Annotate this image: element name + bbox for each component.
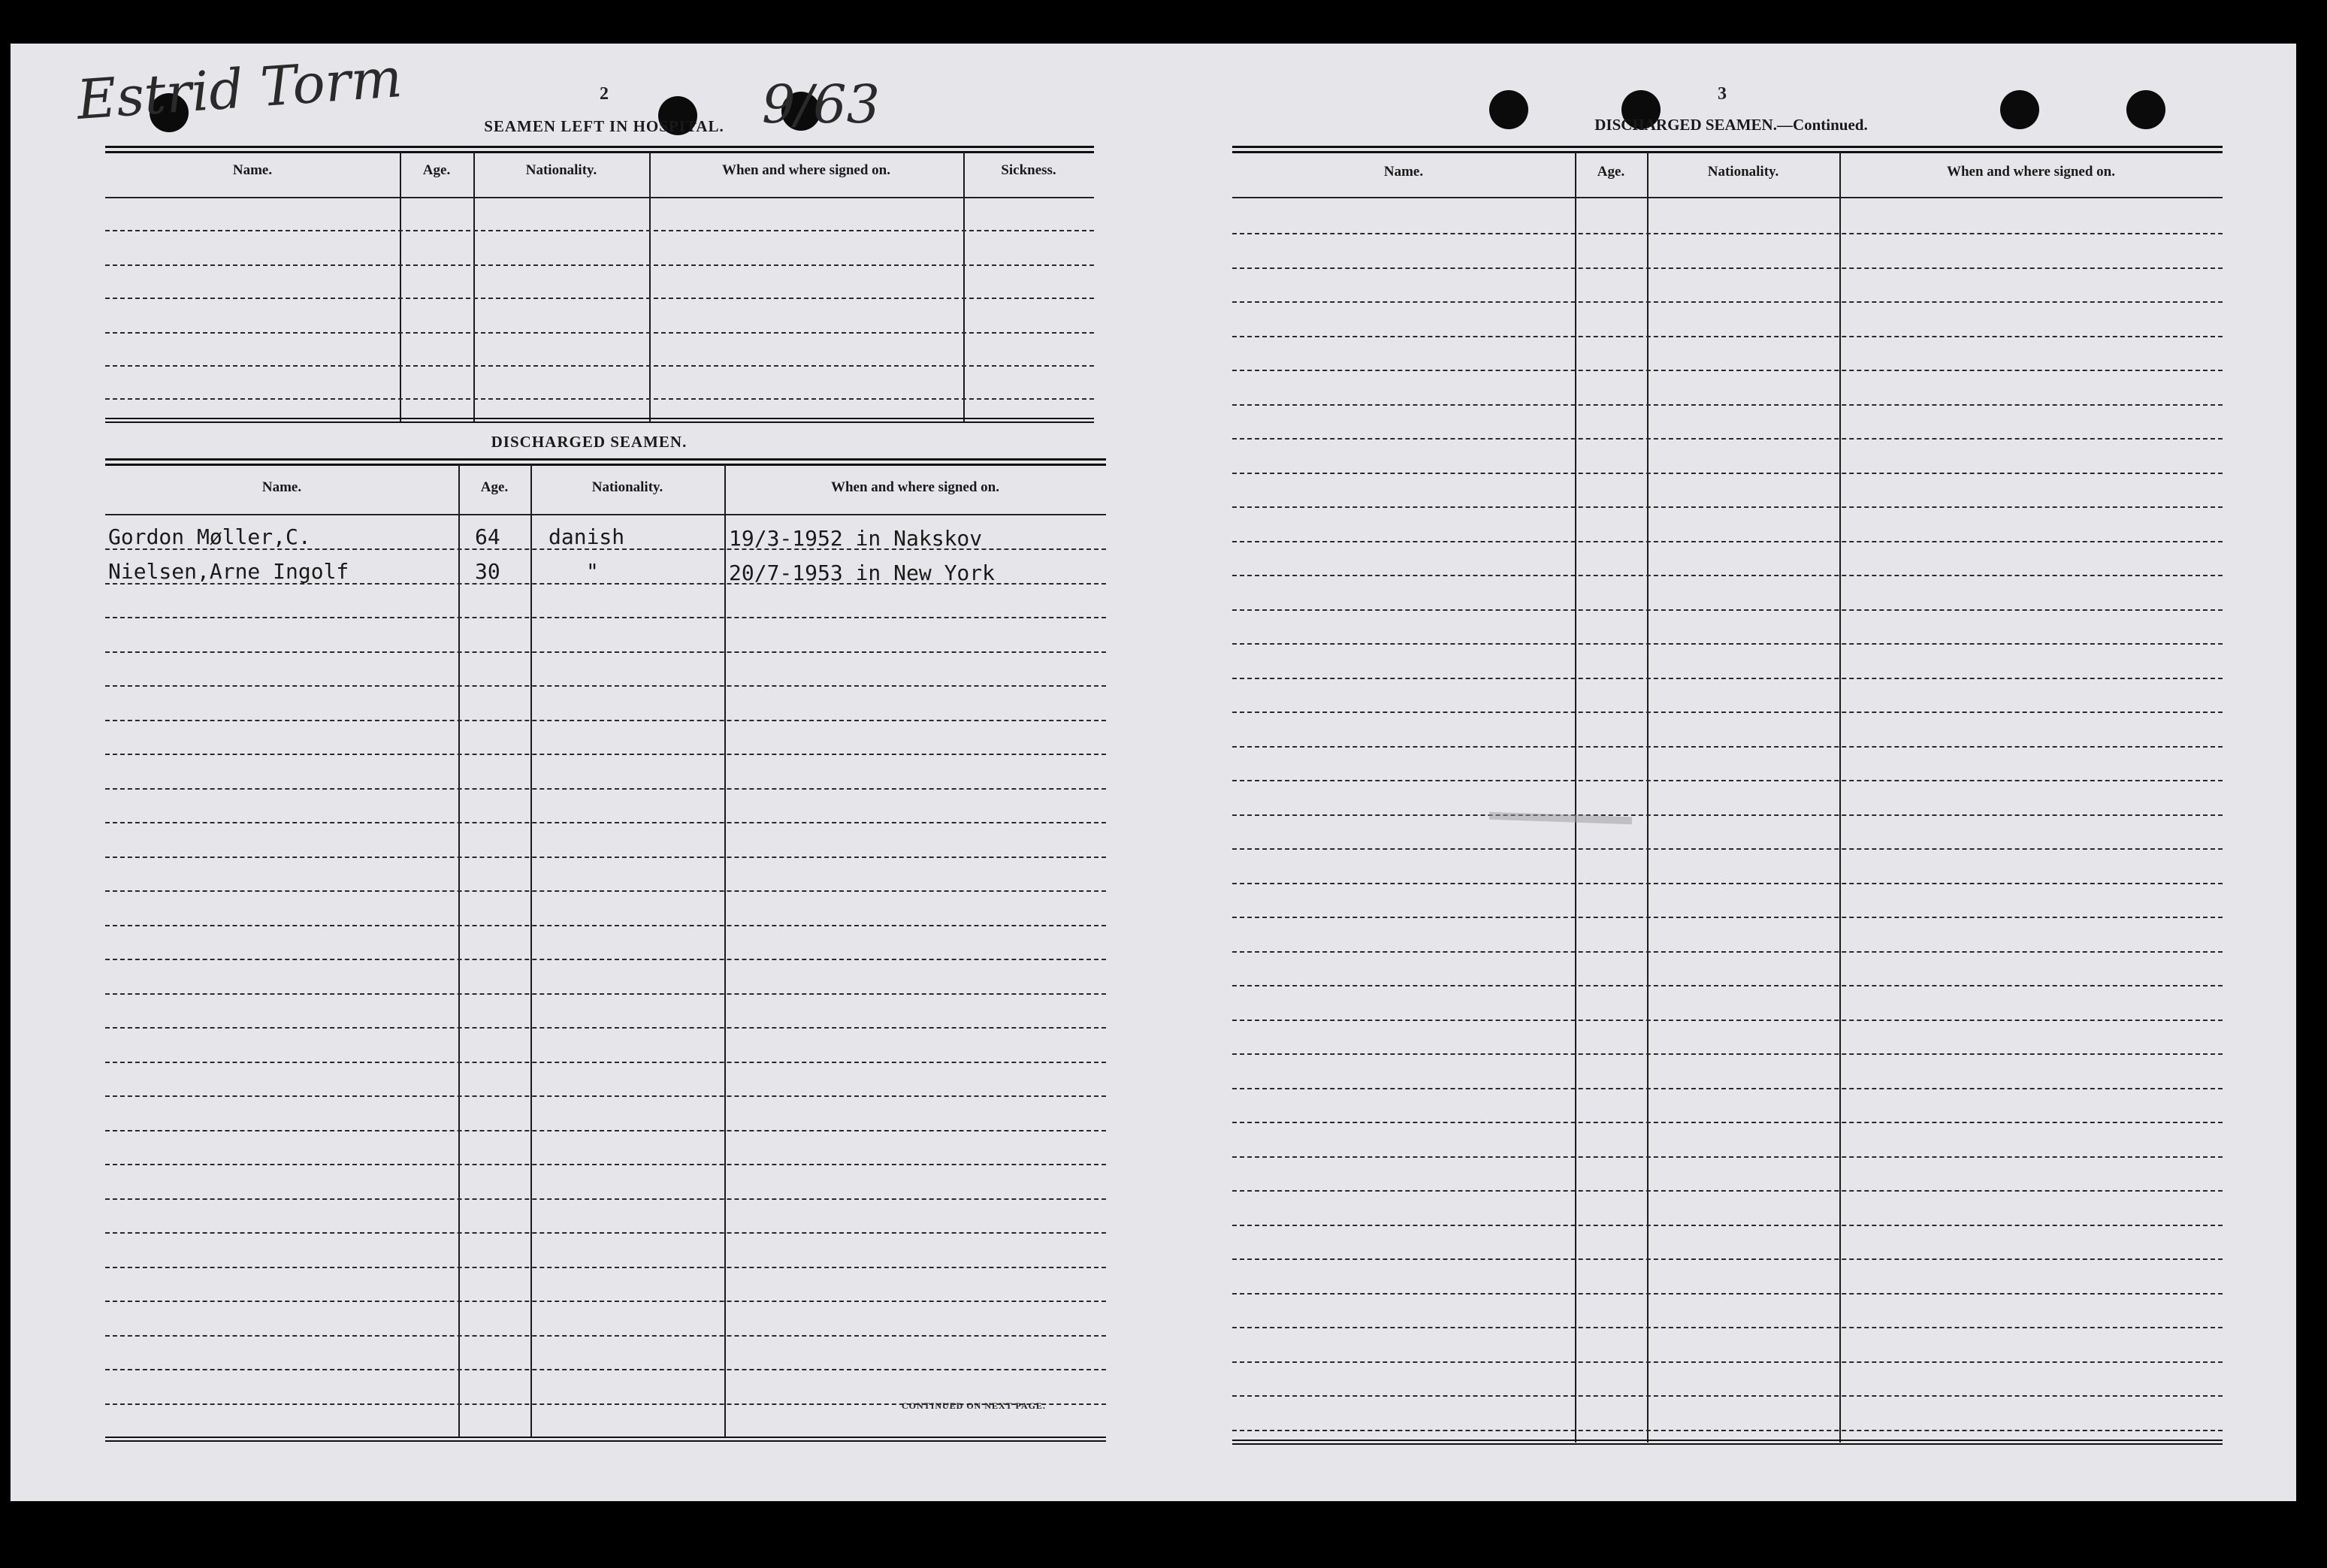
- ruled-line: [105, 685, 1106, 687]
- discharged-table-left: [105, 458, 1106, 1443]
- ruled-line: [105, 822, 1106, 823]
- ruled-line: [1232, 404, 2223, 406]
- handwritten-date-note: 9/63: [762, 74, 881, 135]
- ruled-line: [105, 1130, 1106, 1131]
- ruled-line: [1232, 848, 2223, 850]
- ruled-line: [105, 1369, 1106, 1370]
- column-header-name: Name.: [261, 479, 302, 495]
- ruled-line: [1232, 1327, 2223, 1328]
- ruled-line: [1232, 814, 2223, 816]
- column-header-nationality: Nationality.: [591, 479, 663, 495]
- punch-hole: [2126, 90, 2165, 129]
- ruled-line: [1232, 438, 2223, 440]
- ruled-line: [105, 1335, 1106, 1337]
- ruled-line: [1232, 1088, 2223, 1089]
- hospital-section-title: SEAMEN LEFT IN HOSPITAL.: [484, 117, 724, 135]
- ruled-line: [1232, 883, 2223, 884]
- ruled-line: [1232, 473, 2223, 474]
- continued-note: CONTINUED ON NEXT PAGE.: [902, 1400, 1046, 1411]
- seaman-nationality: danish: [549, 524, 625, 549]
- ruled-line: [1232, 951, 2223, 953]
- discharged-continued-title: DISCHARGED SEAMEN.—Continued.: [1594, 116, 1868, 134]
- ruled-line: [1232, 746, 2223, 748]
- ruled-line: [105, 788, 1106, 790]
- ruled-line: [1232, 711, 2223, 713]
- ruled-line: [1232, 985, 2223, 986]
- ruled-line: [1232, 1258, 2223, 1260]
- seaman-age: 64: [475, 524, 500, 549]
- ruled-line: [1232, 1020, 2223, 1021]
- ruled-line: [1232, 575, 2223, 576]
- ruled-line: [1232, 780, 2223, 781]
- ruled-line: [105, 651, 1106, 653]
- ruled-line: [105, 1232, 1106, 1234]
- column-header-sickness: Sickness.: [1001, 162, 1056, 178]
- ruled-line: [105, 959, 1106, 960]
- ruled-line: [1232, 1430, 2223, 1431]
- ruled-line: [1232, 301, 2223, 303]
- ruled-line: [1232, 541, 2223, 542]
- ruled-line: [105, 1164, 1106, 1165]
- ruled-line: [1232, 1293, 2223, 1295]
- punch-hole: [2000, 90, 2039, 129]
- discharged-table-right: [1232, 146, 2223, 1446]
- column-header-age: Age.: [422, 162, 451, 178]
- ruled-line: [105, 1027, 1106, 1029]
- ruled-line: [1232, 233, 2223, 234]
- ruled-line: [105, 890, 1106, 892]
- ruled-line: [105, 720, 1106, 721]
- seaman-signed-on: 20/7-1953 in New York: [729, 560, 996, 585]
- ruled-line: [105, 925, 1106, 926]
- seaman-name: Nielsen,Arne Ingolf: [108, 559, 349, 584]
- ruled-line: [1232, 336, 2223, 337]
- ruled-line: [1232, 1225, 2223, 1226]
- ruled-line: [1232, 1395, 2223, 1397]
- ruled-line: [105, 1062, 1106, 1063]
- ruled-line: [1232, 1122, 2223, 1123]
- page-number-left: 2: [600, 84, 609, 104]
- ruled-line: [1232, 1156, 2223, 1158]
- ruled-line: [1232, 1190, 2223, 1192]
- seaman-name: Gordon Møller,C.: [108, 524, 311, 549]
- ruled-line: [105, 1198, 1106, 1200]
- ruled-line: [105, 993, 1106, 995]
- ruled-line: [105, 1267, 1106, 1268]
- ruled-line: [105, 617, 1106, 618]
- discharged-section-title: DISCHARGED SEAMEN.: [491, 433, 688, 451]
- ruled-line: [1232, 506, 2223, 508]
- column-header-name: Name.: [1383, 164, 1424, 180]
- ruled-line: [1232, 370, 2223, 371]
- ruled-line: [1232, 1361, 2223, 1363]
- page-number-right: 3: [1718, 84, 1727, 104]
- ruled-line: [105, 754, 1106, 755]
- punch-hole: [1489, 90, 1528, 129]
- document-page: [11, 44, 2296, 1501]
- ruled-line: [1232, 267, 2223, 269]
- ruled-line: [105, 1301, 1106, 1302]
- column-header-signed-on: When and where signed on.: [1946, 164, 2115, 180]
- column-header-signed-on: When and where signed on.: [721, 162, 890, 178]
- hospital-table: [105, 146, 1094, 458]
- handwritten-ship-name: Estrid Torm: [74, 45, 404, 132]
- column-header-signed-on: When and where signed on.: [830, 479, 999, 495]
- column-header-nationality: Nationality.: [1707, 164, 1779, 180]
- seaman-age: 30: [475, 559, 500, 584]
- column-header-nationality: Nationality.: [525, 162, 597, 178]
- ruled-line: [1232, 678, 2223, 679]
- column-header-age: Age.: [480, 479, 509, 495]
- ruled-line: [105, 1095, 1106, 1097]
- column-header-age: Age.: [1597, 164, 1625, 180]
- ruled-line: [1232, 1053, 2223, 1055]
- seaman-signed-on: 19/3-1952 in Nakskov: [729, 526, 983, 551]
- ruled-line: [1232, 917, 2223, 918]
- faint-stamp-mark: [1506, 754, 1686, 771]
- ruled-line: [105, 857, 1106, 858]
- column-header-name: Name.: [232, 162, 273, 178]
- seaman-nationality: ": [586, 559, 599, 584]
- ruled-line: [1232, 609, 2223, 611]
- ruled-line: [1232, 643, 2223, 645]
